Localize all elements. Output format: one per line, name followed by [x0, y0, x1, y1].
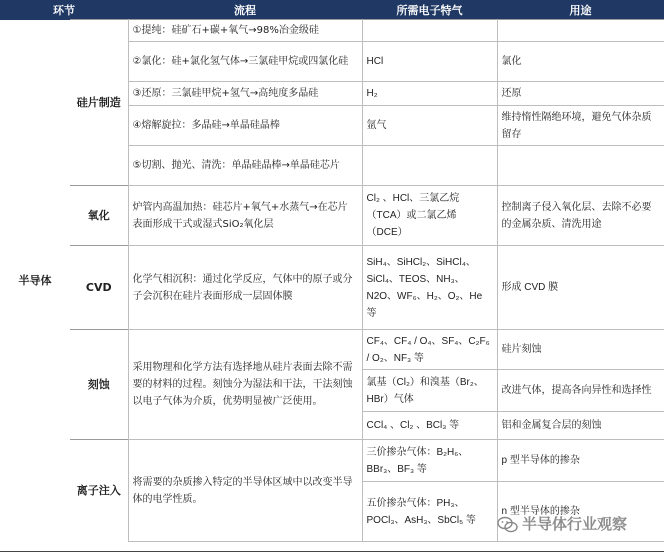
- use-cell: 形成 CVD 膜: [497, 246, 664, 330]
- table-row: [0, 440, 664, 482]
- header-process: 流程: [128, 0, 362, 20]
- use-cell: 维持惰性隔绝环境，避免气体杂质留存: [497, 106, 664, 146]
- gas-cell: 氯基（Cl₂）和溴基（Br₂、HBr）气体: [362, 370, 497, 412]
- table-row: [0, 20, 664, 42]
- section-label: 刻蚀: [70, 330, 128, 440]
- gas-cell: [362, 20, 497, 42]
- use-cell: [497, 146, 664, 186]
- gas-cell: H₂: [362, 82, 497, 106]
- gas-cell: HCl: [362, 42, 497, 82]
- process-cell: 采用物理和化学方法有选择地从硅片表面去除不需要的材料的过程。刻蚀分为湿法和干法，干法刻蚀以电子气体为介质，优势明显被广泛使用。: [128, 330, 362, 440]
- header-stage: 环节: [0, 0, 128, 20]
- section-label: 硅片制造: [70, 20, 128, 186]
- use-cell: 改进气体，提高各向异性和选择性: [497, 370, 664, 412]
- process-cell: ③还原：三氯硅甲烷+氢气→高纯度多晶硅: [128, 82, 362, 106]
- header-row: [0, 0, 664, 20]
- gas-cell: Cl₂ 、HCl、三氯乙烷（TCA）或二氯乙烯（DCE）: [362, 186, 497, 246]
- gas-cell: CF₄、CF₄ / O₄、SF₄、C₂F₆ / O₂、NF₃ 等: [362, 330, 497, 370]
- process-cell: 化学气相沉积：通过化学反应，气体中的原子或分子会沉积在硅片表面形成一层固体膜: [128, 246, 362, 330]
- footer-rule: [0, 551, 664, 552]
- use-cell: 氯化: [497, 42, 664, 82]
- gas-cell: 氩气: [362, 106, 497, 146]
- use-cell: [497, 20, 664, 42]
- gas-cell: SiH₄、SiHCl₂、SiHCl₄、SiCl₄、TEOS、NH₃、N2O、WF₆、H₂、O₂、He 等: [362, 246, 497, 330]
- use-cell: p 型半导体的掺杂: [497, 440, 664, 482]
- table-row: [0, 186, 664, 246]
- use-cell: n 型半导体的掺杂: [497, 482, 664, 542]
- gas-cell: CCl₄ 、Cl₂ 、BCl₃ 等: [362, 412, 497, 440]
- use-cell: 还原: [497, 82, 664, 106]
- process-cell: ②氯化：硅+氯化氢气体→三氯硅甲烷或四氯化硅: [128, 42, 362, 82]
- top-label: 半导体: [18, 274, 52, 287]
- section-label: 离子注入: [70, 440, 128, 542]
- section-label: 氧化: [70, 186, 128, 246]
- watermark-text: 半导体行业观察: [522, 515, 628, 533]
- table-row: [0, 330, 664, 370]
- use-cell: 控制离子侵入氧化层、去除不必要的金属杂质、清洗用途: [497, 186, 664, 246]
- process-cell: 将需要的杂质掺入特定的半导体区域中以改变半导体的电学性质。: [128, 440, 362, 542]
- process-cell: ④熔解旋拉：多晶硅→单晶硅晶棒: [128, 106, 362, 146]
- watermark: [497, 513, 670, 537]
- table-row: [0, 246, 664, 330]
- wechat-icon: [497, 516, 519, 534]
- use-cell: 硅片刻蚀: [497, 330, 664, 370]
- gas-cell: 三价掺杂气体：B₂H₆、BBr₃、BF₃ 等: [362, 440, 497, 482]
- gas-cell: 五价掺杂气体：PH₃、POCl₃、AsH₃、SbCl₅ 等: [362, 482, 497, 542]
- gas-cell: [362, 146, 497, 186]
- process-cell: ①提纯：硅矿石+碳+氧气→98%冶金级硅: [128, 20, 362, 42]
- section-label: CVD: [70, 246, 128, 330]
- use-cell: 铝和金属复合层的刻蚀: [497, 412, 664, 440]
- header-use: 用途: [497, 0, 664, 20]
- process-cell: ⑤切割、抛光、清洗：单晶硅晶棒→单晶硅芯片: [128, 146, 362, 186]
- header-gas: 所需电子特气: [362, 0, 497, 20]
- process-cell: 炉管内高温加热：硅芯片+氧气+水蒸气→在芯片表面形成干式或湿式SiO₂氧化层: [128, 186, 362, 246]
